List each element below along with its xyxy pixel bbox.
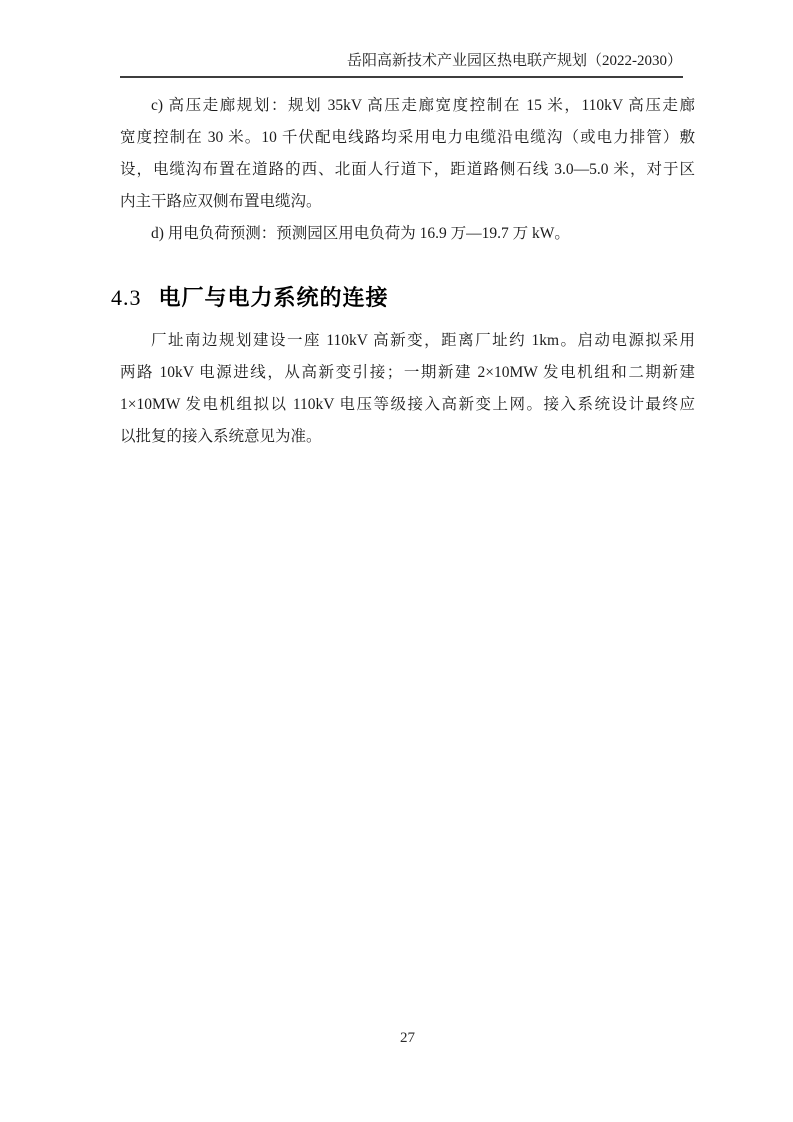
para-c-line: 设，电缆沟布置在道路的西、北面人行道下，距道路侧石线 3.0—5.0 米，对于区 (120, 161, 695, 178)
para-c-line: 内主干路应双侧布置电缆沟。 (120, 193, 322, 210)
section-heading (111, 284, 389, 312)
page-number: 27 (400, 1030, 415, 1046)
para-plant-line: 两路 10kV 电源进线，从高新变引接；一期新建 2×10MW 发电机组和二期新建 (120, 364, 695, 381)
plant-connection-paragraph (120, 325, 695, 453)
para-plant-line: 厂址南边规划建设一座 110kV 高新变，距离厂址约 1km。启动电源拟采用 (151, 332, 695, 349)
section-title: 电厂与电力系统的连接 (158, 285, 389, 310)
section-number: 4.3 (111, 285, 142, 310)
para-plant-line: 1×10MW 发电机组拟以 110kV 电压等级接入高新变上网。接入系统设计最终应 (120, 396, 695, 413)
para-plant-line: 以批复的接入系统意见为准。 (120, 428, 322, 445)
header-divider-rule (120, 76, 683, 78)
para-d-line: d) 用电负荷预测：预测园区用电负荷为 16.9 万—19.7 万 kW。 (151, 225, 570, 242)
para-c-line: 宽度控制在 30 米。10 千伏配电线路均采用电力电缆沿电缆沟（或电力排管）敷 (120, 129, 695, 146)
para-c-line: c) 高压走廊规划：规划 35kV 高压走廊宽度控制在 15 米，110kV 高压走廊 (151, 97, 695, 114)
upper-paragraphs (120, 90, 695, 250)
page-header-title: 岳阳高新技术产业园区热电联产规划（2022-2030） (347, 53, 682, 69)
